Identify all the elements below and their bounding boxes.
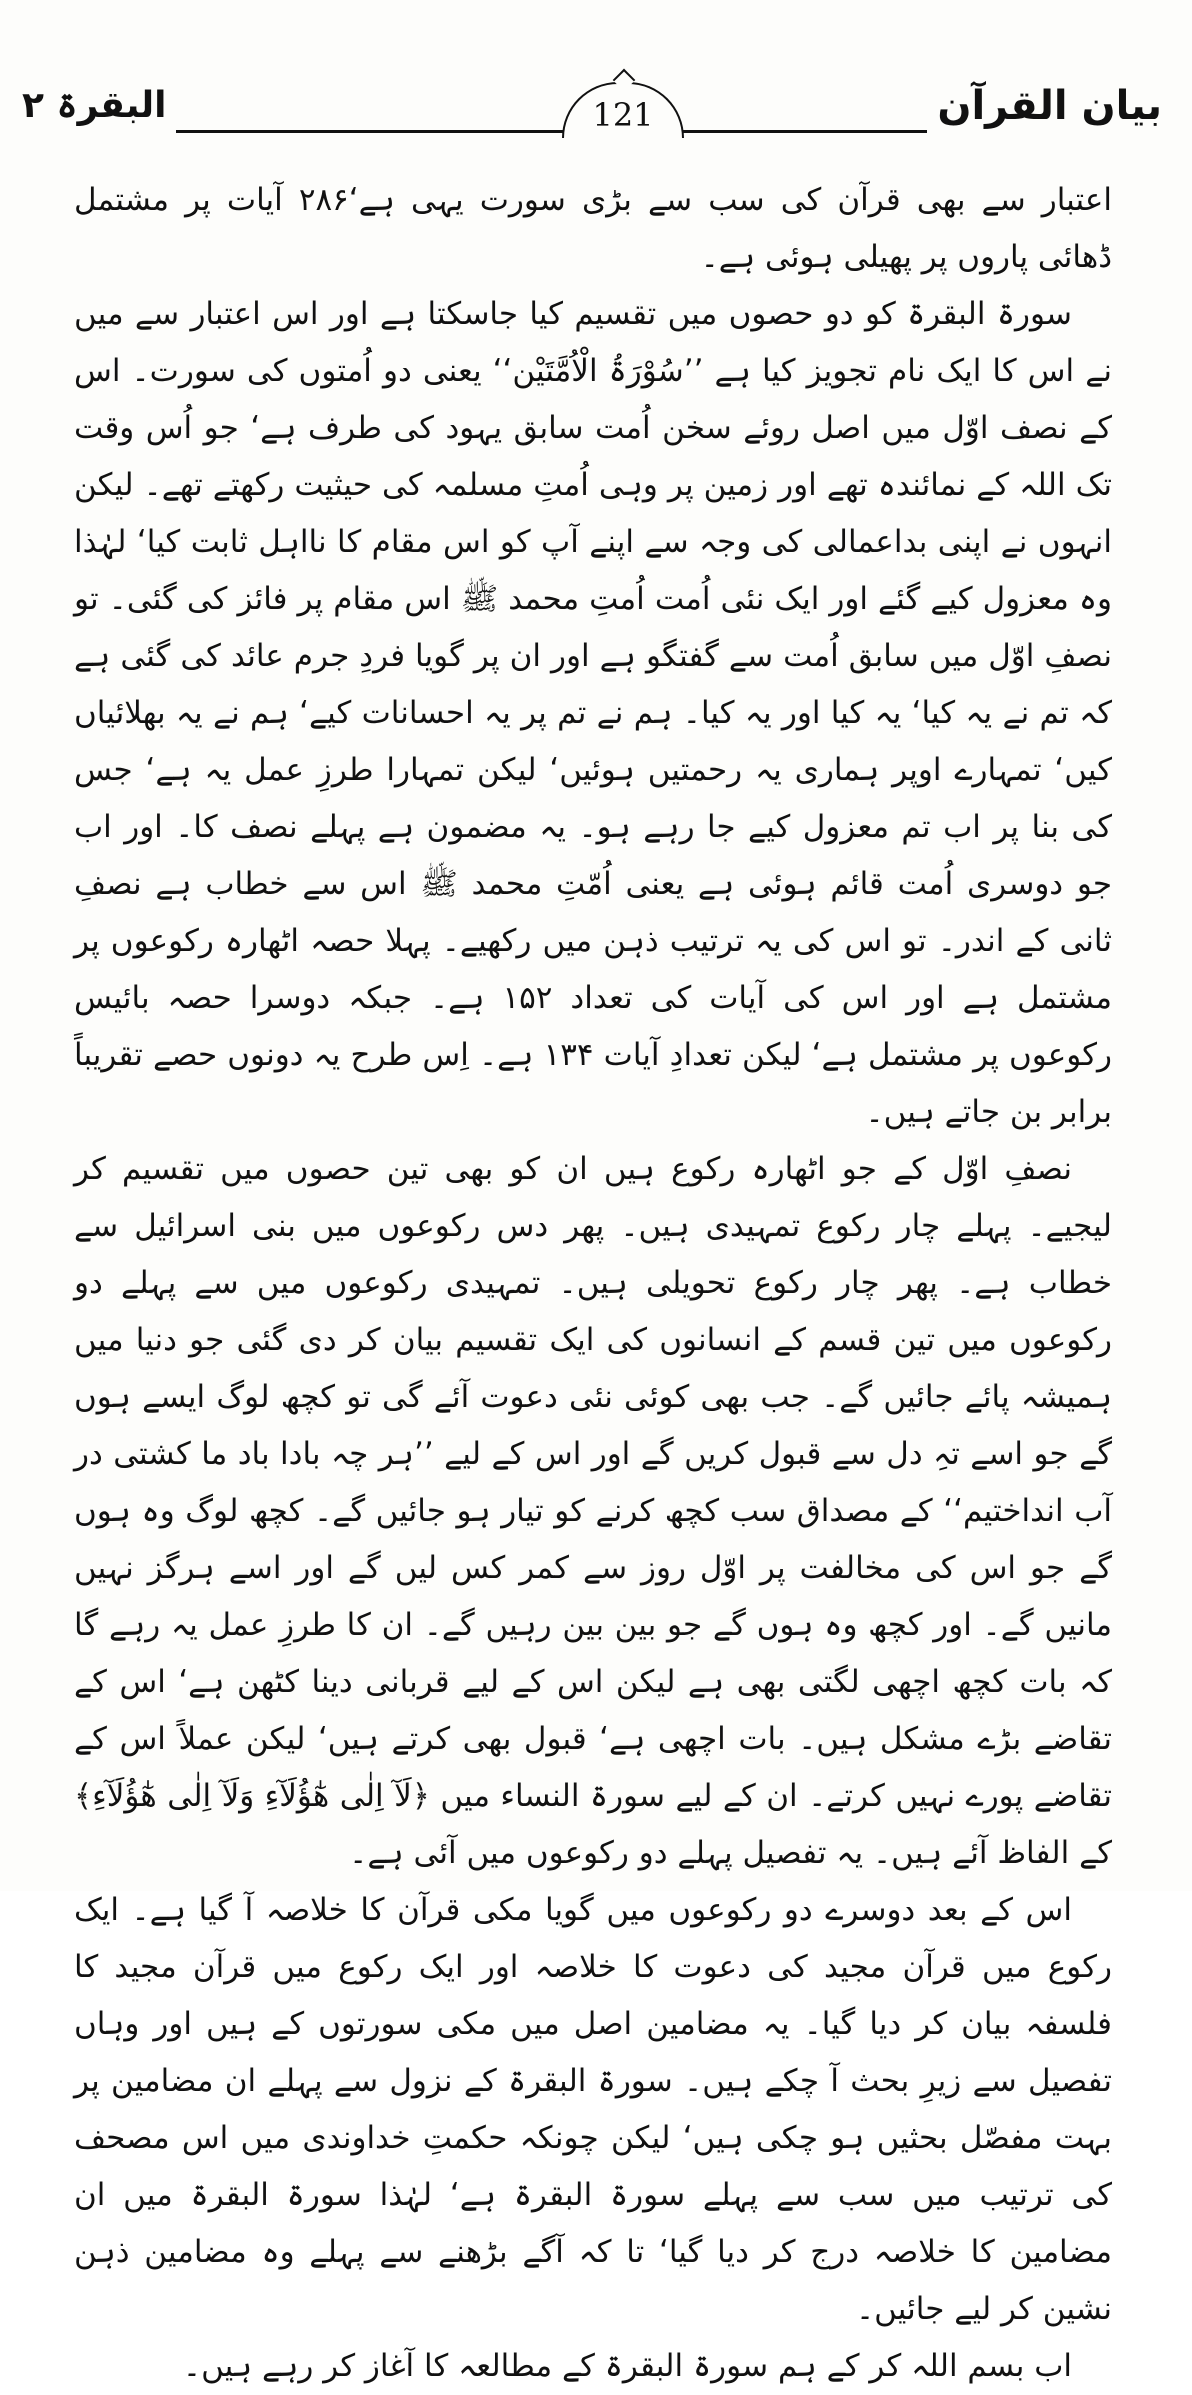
ornament-tip-icon [613,69,636,92]
paragraph: اب بسم اللہ کر کے ہم سورۃ البقرۃ کے مطالعہ کا آغاز کر رہے ہیں۔ [182,2348,1072,2384]
paragraph: سورۃ البقرۃ کو دو حصوں میں تقسیم کیا جاسکتا ہے اور اس اعتبار سے میں نے اس کا ایک نام تجویز کیا ہے ’’سُوْرَۃُ الْاُمَّتَیْن‘‘ یعنی دو اُمتوں کی سورت۔ اس کے نصف اوّل میں اصل روئے سخن اُمت سابق یہود کی طرف ہے‘ جو اُس وقت تک اللہ کے نمائندہ تھے اور زمین پر وہی اُمتِ مسلمہ کی حیثیت رکھتے تھے۔ لیکن انہوں نے اپنی بداعمالی کی وجہ سے اپنے آپ کو اس مقام کا نااہل ثابت کیا‘ لہٰذا وہ معزول کیے گئے اور ایک نئی اُمت اُمتِ محمد ﷺ اس مقام پر فائز کی گئی۔ تو نصفِ اوّل میں سابق اُمت سے گفتگو ہے اور ان پر گویا فردِ جرم عائد کی گئی ہے کہ تم نے یہ کیا‘ یہ کیا اور یہ کیا۔ ہم نے تم پر یہ احسانات کیے‘ ہم نے یہ بھلائیاں کیں‘ تمہارے اوپر ہماری یہ رحمتیں ہوئیں‘ لیکن تمہارا طرزِ عمل یہ ہے‘ جس کی بنا پر اب تم معزول کیے جا رہے ہو۔ یہ مضمون ہے پہلے نصف کا۔ اور اب جو دوسری اُمت قائم ہوئی ہے یعنی اُمّتِ محمد ﷺ اس سے خطاب ہے نصفِ ثانی کے اندر۔ تو اس کی یہ ترتیب ذہن میں رکھیے۔ پہلا حصہ اٹھارہ رکوعوں پر مشتمل ہے اور اس کی آیات کی تعداد ۱۵۲ ہے۔ جبکہ دوسرا حصہ بائیس رکوعوں پر مشتمل ہے‘ لیکن تعدادِ آیات ۱۳۴ ہے۔ اِس طرح یہ دونوں حصے تقریباً برابر بن جاتے ہیں۔ [74,296,1112,1130]
page-number-ornament [562,82,684,138]
book-title: بیان القرآن [927,78,1162,134]
paragraph: اعتبار سے بھی قرآن کی سب سے بڑی سورت یہی ہے‘۲۸۶ آیات پر مشتمل ڈھائی پاروں پر پھیلی ہوئی ہے۔ [74,182,1112,275]
paragraph: اس کے بعد دوسرے دو رکوعوں میں گویا مکی قرآن کا خلاصہ آ گیا ہے۔ ایک رکوع میں قرآن مجید کی دعوت کا خلاصہ اور ایک رکوع میں قرآن مجید کا فلسفہ بیان کر دیا گیا۔ یہ مضامین اصل میں مکی سورتوں کے ہیں اور وہاں تفصیل سے زیرِ بحث آ چکے ہیں۔ سورۃ البقرۃ کے نزول سے پہلے ان مضامین پر بہت مفصّل بحثیں ہو چکی ہیں‘ لیکن چونکہ حکمتِ خداوندی میں اس مصحف کی ترتیب میں سب سے پہلے سورۃ البقرۃ ہے‘ لہٰذا سورۃ البقرۃ میں ان مضامین کا خلاصہ درج کر دیا گیا‘ تا کہ آگے بڑھنے سے پہلے وہ مضامین ذہن نشین کر لیے جائیں۔ [74,1892,1112,2327]
body-text [74,172,1112,2395]
paragraph: نصفِ اوّل کے جو اٹھارہ رکوع ہیں ان کو بھی تین حصوں میں تقسیم کر لیجیے۔ پہلے چار رکوع تمہیدی ہیں۔ پھر دس رکوعوں میں بنی اسرائیل سے خطاب ہے۔ پھر چار رکوع تحویلی ہیں۔ تمہیدی رکوعوں میں سے پہلے دو رکوعوں میں تین قسم کے انسانوں کی ایک تقسیم بیان کر دی گئی جو دنیا میں ہمیشہ پائے جائیں گے۔ جب بھی کوئی نئی دعوت آئے گی تو کچھ لوگ ایسے ہوں گے جو اسے تہِ دل سے قبول کریں گے اور اس کے لیے ’’ہر چہ بادا باد ما کشتی در آب انداختیم‘‘ کے مصداق سب کچھ کرنے کو تیار ہو جائیں گے۔ کچھ لوگ وہ ہوں گے جو اس کی مخالفت پر اوّل روز سے کمر کس لیں گے اور اسے ہرگز نہیں مانیں گے۔ اور کچھ وہ ہوں گے جو بین بین رہیں گے۔ ان کا طرزِ عمل یہ رہے گا کہ بات کچھ اچھی لگتی بھی ہے لیکن اس کے لیے قربانی دینا کٹھن ہے‘ اس کے تقاضے بڑے مشکل ہیں۔ بات اچھی ہے‘ قبول بھی کرتے ہیں‘ لیکن عملاً اس کے تقاضے پورے نہیں کرتے۔ ان کے لیے سورۃ النساء میں ﴿لَآ اِلٰی ھٰٓؤُلَآءِ وَلَآ اِلٰی ھٰٓؤُلَآءِ﴾ کے الفاظ آئے ہیں۔ یہ تفصیل پہلے دو رکوعوں میں آئی ہے۔ [74,1151,1112,1871]
surah-title: البقرۃ ۲ [22,78,176,134]
page-header [22,60,1162,150]
page-number: 121 [592,96,654,134]
